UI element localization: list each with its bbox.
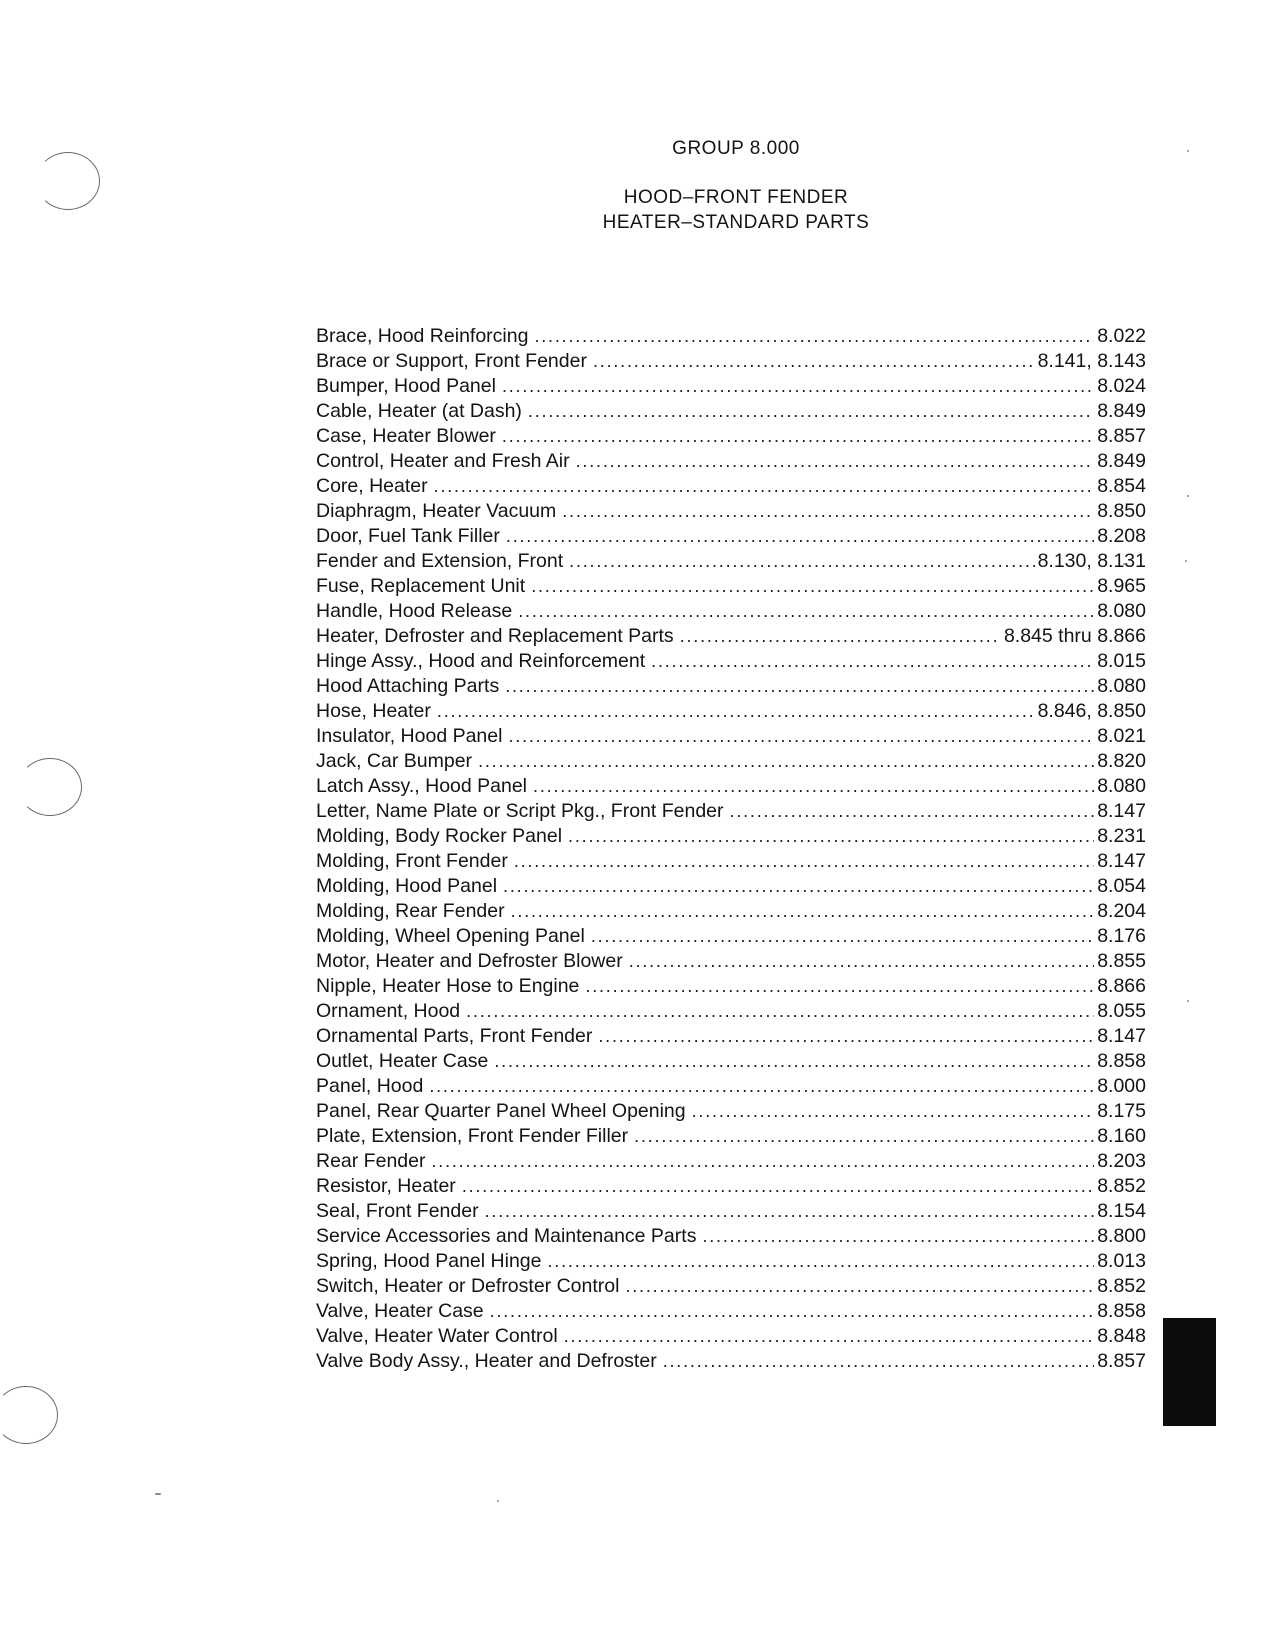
entry-name: Resistor, Heater <box>316 1175 456 1197</box>
entry-reference: 8.800 <box>1097 1225 1146 1247</box>
dot-leader <box>591 924 1094 949</box>
entry-name: Panel, Rear Quarter Panel Wheel Opening <box>316 1100 686 1122</box>
dot-leader <box>490 1299 1095 1324</box>
dot-leader <box>485 1199 1095 1224</box>
entry-reference: 8.147 <box>1097 1025 1146 1047</box>
entry-name: Molding, Body Rocker Panel <box>316 825 563 847</box>
entry-reference: 8.846, 8.850 <box>1037 700 1146 722</box>
parts-index-list <box>316 324 1146 1374</box>
index-entry <box>316 1174 1146 1199</box>
index-entry <box>316 449 1146 474</box>
index-entry <box>316 324 1146 349</box>
index-entry <box>316 1274 1146 1299</box>
entry-reference: 8.849 <box>1097 450 1146 472</box>
entry-reference: 8.849 <box>1097 400 1146 422</box>
entry-name: Plate, Extension, Front Fender Filler <box>316 1125 629 1147</box>
entry-name: Ornament, Hood <box>316 1000 461 1022</box>
punch-hole-mark <box>36 152 100 210</box>
entry-reference: 8.858 <box>1097 1050 1146 1072</box>
entry-reference: 8.080 <box>1097 775 1146 797</box>
entry-name: Fender and Extension, Front <box>316 550 564 572</box>
punch-hole-mark <box>18 758 82 816</box>
entry-name: Valve, Heater Case <box>316 1300 484 1322</box>
entry-reference: 8.175 <box>1097 1100 1146 1122</box>
entry-reference: 8.147 <box>1097 800 1146 822</box>
dot-leader <box>534 324 1094 349</box>
entry-reference: 8.866 <box>1097 975 1146 997</box>
entry-name: Handle, Hood Release <box>316 600 513 622</box>
entry-name: Outlet, Heater Case <box>316 1050 489 1072</box>
section-title-line-2: HEATER–STANDARD PARTS <box>602 212 870 233</box>
dot-leader <box>514 849 1094 874</box>
dot-leader <box>466 999 1094 1024</box>
entry-reference: 8.850 <box>1097 500 1146 522</box>
entry-name: Switch, Heater or Defroster Control <box>316 1275 620 1297</box>
group-heading: GROUP 8.000 <box>672 138 800 159</box>
index-entry <box>316 499 1146 524</box>
entry-reference: 8.054 <box>1097 875 1146 897</box>
dot-leader <box>434 474 1095 499</box>
entry-name: Valve Body Assy., Heater and Defroster <box>316 1350 657 1372</box>
punch-hole-mark <box>0 1386 58 1444</box>
entry-reference: 8.160 <box>1097 1125 1146 1147</box>
entry-name: Rear Fender <box>316 1150 426 1172</box>
index-entry <box>316 399 1146 424</box>
entry-name: Case, Heater Blower <box>316 425 496 447</box>
entry-reference: 8.055 <box>1097 1000 1146 1022</box>
entry-name: Heater, Defroster and Replacement Parts <box>316 625 674 647</box>
index-entry <box>316 1224 1146 1249</box>
index-entry <box>316 1149 1146 1174</box>
entry-reference: 8.176 <box>1097 925 1146 947</box>
section-title-line-1: HOOD–FRONT FENDER <box>623 187 849 208</box>
section-thumb-tab <box>1163 1318 1216 1426</box>
dot-leader <box>437 699 1035 724</box>
entry-name: Letter, Name Plate or Script Pkg., Front Fender <box>316 800 724 822</box>
entry-reference: 8.022 <box>1097 325 1146 347</box>
entry-name: Core, Heater <box>316 475 428 497</box>
scan-speck <box>497 1500 499 1502</box>
index-entry <box>316 699 1146 724</box>
index-entry <box>316 799 1146 824</box>
entry-name: Door, Fuel Tank Filler <box>316 525 500 547</box>
entry-name: Hinge Assy., Hood and Reinforcement <box>316 650 646 672</box>
dot-leader <box>585 974 1094 999</box>
index-entry <box>316 1324 1146 1349</box>
entry-reference: 8.141, 8.143 <box>1037 350 1146 372</box>
index-entry <box>316 1299 1146 1324</box>
dot-leader <box>478 749 1094 774</box>
entry-reference: 8.000 <box>1097 1075 1146 1097</box>
index-entry <box>316 749 1146 774</box>
index-entry <box>316 1249 1146 1274</box>
entry-name: Molding, Wheel Opening Panel <box>316 925 585 947</box>
dot-leader <box>568 824 1094 849</box>
entry-reference: 8.965 <box>1097 575 1146 597</box>
entry-name: Hose, Heater <box>316 700 431 722</box>
dot-leader <box>593 349 1035 374</box>
index-entry <box>316 949 1146 974</box>
dot-leader <box>518 599 1094 624</box>
entry-reference: 8.208 <box>1097 525 1146 547</box>
index-entry <box>316 1199 1146 1224</box>
entry-reference: 8.021 <box>1097 725 1146 747</box>
entry-name: Valve, Heater Water Control <box>316 1325 558 1347</box>
index-entry <box>316 574 1146 599</box>
entry-name: Ornamental Parts, Front Fender <box>316 1025 593 1047</box>
entry-name: Nipple, Heater Hose to Engine <box>316 975 580 997</box>
dot-leader <box>692 1099 1095 1124</box>
index-entry <box>316 549 1146 574</box>
dot-leader <box>506 524 1094 549</box>
index-entry <box>316 524 1146 549</box>
entry-reference: 8.854 <box>1097 475 1146 497</box>
entry-reference: 8.855 <box>1097 950 1146 972</box>
entry-reference: 8.013 <box>1097 1250 1146 1272</box>
entry-name: Service Accessories and Maintenance Parts <box>316 1225 697 1247</box>
dot-leader <box>505 674 1094 699</box>
index-entry <box>316 624 1146 649</box>
entry-reference: 8.231 <box>1097 825 1146 847</box>
entry-name: Brace, Hood Reinforcing <box>316 325 529 347</box>
entry-reference: 8.857 <box>1097 1350 1146 1372</box>
index-entry <box>316 374 1146 399</box>
dot-leader <box>494 1049 1094 1074</box>
entry-name: Motor, Heater and Defroster Blower <box>316 950 623 972</box>
dot-leader <box>730 799 1095 824</box>
dot-leader <box>531 574 1094 599</box>
entry-name: Molding, Hood Panel <box>316 875 498 897</box>
entry-name: Brace or Support, Front Fender <box>316 350 587 372</box>
entry-reference: 8.858 <box>1097 1300 1146 1322</box>
index-entry <box>316 774 1146 799</box>
index-entry <box>316 974 1146 999</box>
dot-leader <box>576 449 1095 474</box>
entry-name: Cable, Heater (at Dash) <box>316 400 522 422</box>
dot-leader <box>663 1349 1094 1374</box>
entry-reference: 8.015 <box>1097 650 1146 672</box>
dot-leader <box>680 624 1001 649</box>
dot-leader <box>625 1274 1094 1299</box>
entry-name: Bumper, Hood Panel <box>316 375 496 397</box>
index-entry <box>316 924 1146 949</box>
dot-leader <box>528 399 1094 424</box>
index-entry <box>316 849 1146 874</box>
dot-leader <box>702 1224 1094 1249</box>
entry-reference: 8.203 <box>1097 1150 1146 1172</box>
entry-reference: 8.147 <box>1097 850 1146 872</box>
scan-speck <box>1185 560 1187 562</box>
dot-leader <box>502 424 1094 449</box>
scan-speck <box>155 1493 161 1495</box>
entry-name: Latch Assy., Hood Panel <box>316 775 528 797</box>
entry-reference: 8.130, 8.131 <box>1037 550 1146 572</box>
entry-reference: 8.852 <box>1097 1275 1146 1297</box>
entry-name: Control, Heater and Fresh Air <box>316 450 570 472</box>
index-entry <box>316 1124 1146 1149</box>
entry-name: Hood Attaching Parts <box>316 675 500 697</box>
dot-leader <box>634 1124 1094 1149</box>
dot-leader <box>547 1249 1094 1274</box>
index-entry <box>316 474 1146 499</box>
dot-leader <box>502 374 1094 399</box>
dot-leader <box>462 1174 1094 1199</box>
index-entry <box>316 999 1146 1024</box>
dot-leader <box>569 549 1034 574</box>
entry-reference: 8.852 <box>1097 1175 1146 1197</box>
entry-reference: 8.154 <box>1097 1200 1146 1222</box>
index-entry <box>316 349 1146 374</box>
entry-reference: 8.024 <box>1097 375 1146 397</box>
entry-reference: 8.848 <box>1097 1325 1146 1347</box>
index-entry <box>316 599 1146 624</box>
dot-leader <box>503 874 1094 899</box>
entry-reference: 8.204 <box>1097 900 1146 922</box>
dot-leader <box>508 724 1094 749</box>
entry-reference: 8.857 <box>1097 425 1146 447</box>
index-entry <box>316 874 1146 899</box>
entry-name: Spring, Hood Panel Hinge <box>316 1250 542 1272</box>
index-entry <box>316 824 1146 849</box>
entry-name: Panel, Hood <box>316 1075 424 1097</box>
index-entry <box>316 674 1146 699</box>
dot-leader <box>511 899 1095 924</box>
entry-name: Diaphragm, Heater Vacuum <box>316 500 557 522</box>
entry-reference: 8.080 <box>1097 675 1146 697</box>
index-entry <box>316 649 1146 674</box>
entry-reference: 8.820 <box>1097 750 1146 772</box>
entry-name: Jack, Car Bumper <box>316 750 473 772</box>
index-entry <box>316 1099 1146 1124</box>
entry-reference: 8.080 <box>1097 600 1146 622</box>
entry-name: Seal, Front Fender <box>316 1200 479 1222</box>
dot-leader <box>533 774 1094 799</box>
entry-name: Molding, Rear Fender <box>316 900 505 922</box>
index-entry <box>316 724 1146 749</box>
index-entry <box>316 1074 1146 1099</box>
dot-leader <box>564 1324 1095 1349</box>
dot-leader <box>429 1074 1094 1099</box>
dot-leader <box>629 949 1094 974</box>
index-entry <box>316 424 1146 449</box>
dot-leader <box>562 499 1094 524</box>
entry-reference: 8.845 thru 8.866 <box>1003 625 1146 647</box>
dot-leader <box>431 1149 1094 1174</box>
index-entry <box>316 1024 1146 1049</box>
index-entry <box>316 1349 1146 1374</box>
entry-name: Molding, Front Fender <box>316 850 508 872</box>
scan-speck <box>1187 495 1189 497</box>
entry-name: Fuse, Replacement Unit <box>316 575 526 597</box>
index-entry <box>316 899 1146 924</box>
index-entry <box>316 1049 1146 1074</box>
dot-leader <box>598 1024 1094 1049</box>
entry-name: Insulator, Hood Panel <box>316 725 503 747</box>
dot-leader <box>651 649 1094 674</box>
scan-speck <box>1187 1000 1189 1002</box>
